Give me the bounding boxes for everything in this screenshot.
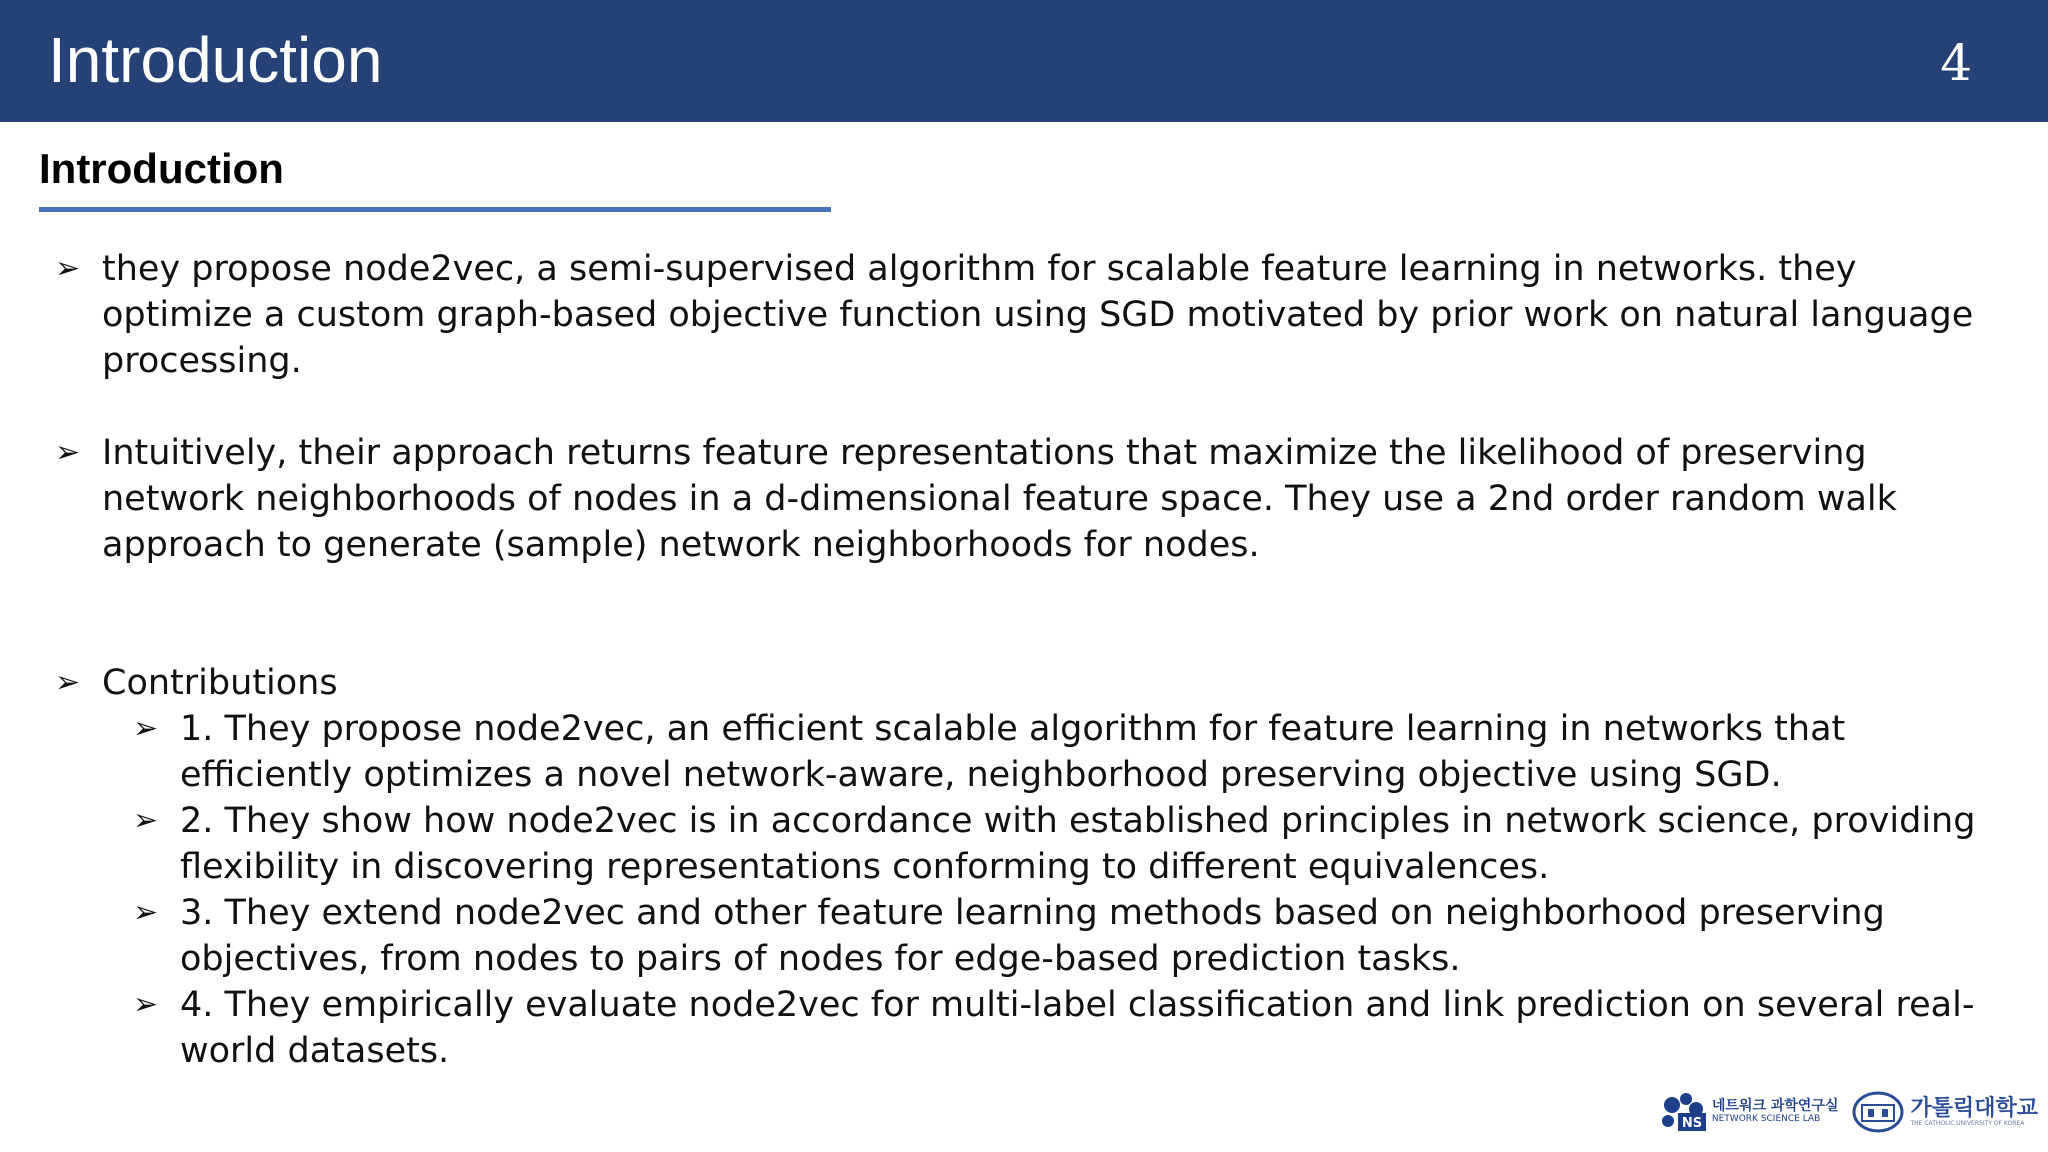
section-heading: Introduction: [39, 145, 284, 192]
network-science-lab-mark-icon: [1660, 1091, 1706, 1133]
slide-title: Introduction: [48, 24, 383, 96]
contribution-text: 2. They show how node2vec is in accordance with established principles in network science, providing flexibility in discovering representations conforming to different equivalences.: [180, 801, 1976, 887]
university-english-name: THE CATHOLIC UNIVERSITY OF KOREA: [1910, 1119, 2025, 1127]
arrow-bullet-icon: ➢: [133, 987, 159, 1022]
network-science-lab-logo: [1660, 1091, 1839, 1133]
ns-badge-text: NS: [1681, 1116, 1703, 1131]
arrow-bullet-icon: ➢: [55, 435, 81, 470]
bullet-item: [55, 246, 1995, 384]
contribution-item: [133, 982, 1988, 1074]
contribution-item: [133, 798, 1995, 890]
lab-english-name: NETWORK SCIENCE LAB: [1711, 1113, 1821, 1124]
arrow-bullet-icon: ➢: [55, 251, 81, 286]
contribution-text: 4. They empirically evaluate node2vec for multi-label classification and link prediction on several real-world datasets.: [180, 985, 1975, 1071]
section-underline: [39, 207, 831, 212]
arrow-bullet-icon: ➢: [133, 895, 159, 930]
contribution-text: 1. They propose node2vec, an efficient scalable algorithm for feature learning in networks that efficiently optimizes a novel network-aware, neighborhood preserving objective using SGD.: [180, 709, 1846, 795]
university-text: [1910, 1097, 2038, 1128]
arrow-bullet-icon: ➢: [133, 803, 159, 838]
lab-korean-name: 네트워크 과학연구실: [1711, 1098, 1839, 1115]
bullet-item: [55, 430, 1995, 568]
catholic-university-logo: [1852, 1091, 2038, 1133]
university-korean-name: 가톨릭대학교: [1910, 1095, 2038, 1121]
bullet-item: [55, 660, 1995, 706]
footer-logos: [1660, 1086, 2038, 1138]
bullet-text: Contributions: [102, 663, 338, 703]
university-emblem-icon: [1852, 1091, 1904, 1133]
contribution-text: 3. They extend node2vec and other feature learning methods based on neighborhood preserving objectives, from nodes to pairs of nodes for edge-based prediction tasks.: [180, 893, 1885, 979]
header-bar: [0, 0, 2048, 122]
network-science-lab-text: [1712, 1099, 1839, 1124]
contribution-item: [133, 890, 1973, 982]
slide-number: 4: [1940, 34, 1972, 92]
contribution-item: [133, 706, 1973, 798]
arrow-bullet-icon: ➢: [55, 665, 81, 700]
bullet-text: they propose node2vec, a semi-supervised algorithm for scalable feature learning in networks. they optimize a custom graph-based objective function using SGD motivated by prior work on natural language processing.: [102, 249, 1974, 381]
arrow-bullet-icon: ➢: [133, 711, 159, 746]
bullet-text: Intuitively, their approach returns feature representations that maximize the likelihood of preserving network neighborhoods of nodes in a d-dimensional feature space. They use a 2nd order random walk approach to generate (sample) network neighborhoods for nodes.: [102, 433, 1897, 565]
